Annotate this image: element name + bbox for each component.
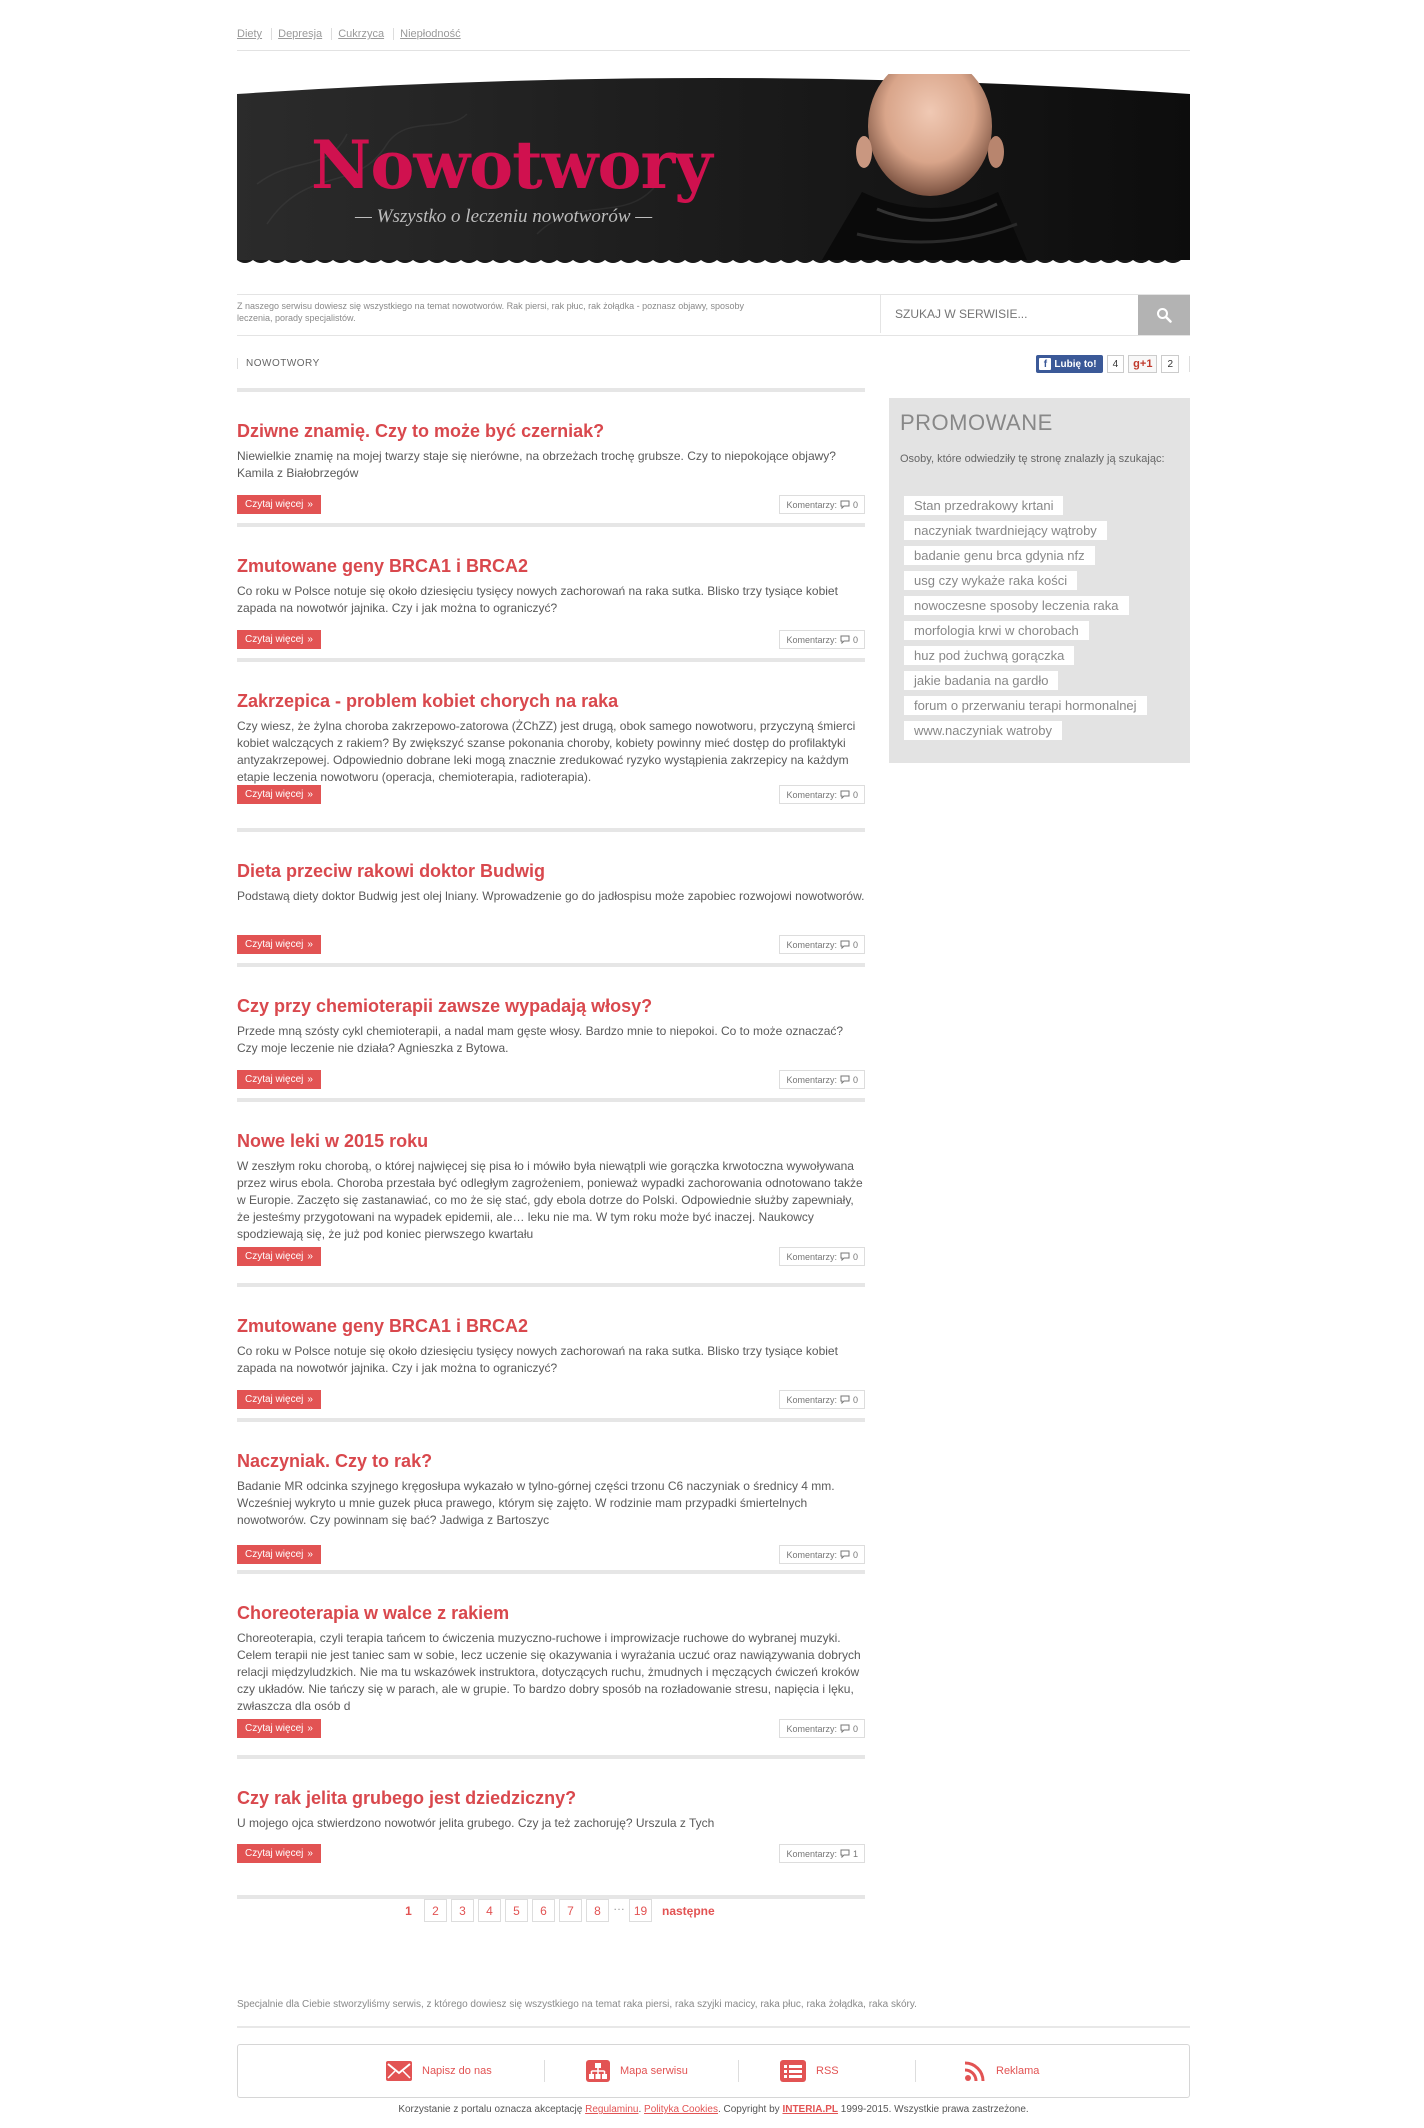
footer-contact-label: Napisz do nas — [422, 2065, 492, 2077]
article-title[interactable]: Czy rak jelita grubego jest dziedziczny? — [237, 1788, 577, 1808]
site-banner[interactable] — [237, 74, 1190, 270]
read-more-button[interactable] — [237, 1247, 321, 1266]
page-link[interactable]: 7 — [559, 1899, 582, 1922]
article-item — [237, 1418, 865, 1560]
article-excerpt: Choreoterapia, czyli terapia tańcem to ćwiczenia muzyczno-ruchowe i improwizacje ruchowe do wybranej muzyki. Celem terapii nie jest taniec sam w sobie, lecz uczenie się okazywania i wyrażania uczuć oraz nawiązywania dobrych relacji międzyludzkich. Nie ma tu wskazówek instruktora, dotyczących ruchu, żmudnych i męczących ćwiczeń kroków czy układów. Nie tańczy się w parach, ale w grupie. To bardzo dobry sposób na rozładowanie stresu, napięcia i lęku, zwłaszcza dla osób d — [237, 1631, 861, 1713]
article-title[interactable]: Choreoterapia w walce z rakiem — [237, 1603, 510, 1623]
google-plus-icon: g — [1133, 358, 1140, 370]
speech-bubble-icon — [840, 500, 850, 509]
comments-count[interactable] — [779, 1070, 865, 1089]
search-tag[interactable]: nowoczesne sposoby leczenia raka — [904, 596, 1129, 615]
envelope-icon — [386, 2061, 412, 2081]
promoted-sidebar — [889, 398, 1190, 763]
read-more-label: Czytaj więcej — [245, 1251, 304, 1262]
divider — [1189, 356, 1190, 372]
search-input[interactable] — [880, 295, 1135, 333]
google-plus-label: +1 — [1139, 358, 1153, 370]
read-more-button[interactable] — [237, 1844, 321, 1863]
comments-number: 0 — [852, 1723, 858, 1734]
page-link[interactable]: 3 — [451, 1899, 474, 1922]
social-buttons — [1036, 354, 1190, 374]
comments-count[interactable] — [779, 495, 865, 514]
facebook-like-count: 4 — [1107, 355, 1125, 373]
copyright-text: 1999-2015. Wszystkie prawa zastrzeżone. — [840, 2104, 1029, 2115]
double-chevron-icon: » — [307, 1251, 313, 1262]
read-more-button[interactable] — [237, 495, 321, 514]
article-title[interactable]: Nowe leki w 2015 roku — [237, 1131, 429, 1151]
copyright-text: Korzystanie z portalu oznacza akceptację — [398, 2104, 583, 2115]
comments-label: Komentarzy: — [786, 789, 837, 800]
banner-subtitle: — Wszystko o leczeniu nowotworów — — [355, 206, 653, 227]
speech-bubble-icon — [840, 1075, 850, 1084]
copyright-separator: . — [638, 2104, 642, 2115]
double-chevron-icon: » — [307, 499, 313, 510]
search-button[interactable] — [1138, 295, 1190, 335]
double-chevron-icon: » — [307, 1848, 313, 1859]
comments-label: Komentarzy: — [786, 499, 837, 510]
read-more-button[interactable] — [237, 630, 321, 649]
divider — [544, 2060, 545, 2082]
search-box — [880, 295, 1190, 335]
comments-count[interactable] — [779, 630, 865, 649]
footer-note: Specjalnie dla Ciebie stworzyliśmy serwis, z którego dowiesz się wszystkiego na temat raka piersi, raka szyjki macicy, raka płuc, raka żołądka, raka skóry. — [237, 1999, 1190, 2028]
article-title[interactable]: Zakrzepica - problem kobiet chorych na raka — [237, 691, 619, 711]
footer-rss-link[interactable] — [780, 2045, 839, 2097]
page-link[interactable]: 4 — [478, 1899, 501, 1922]
search-icon — [1156, 307, 1172, 323]
site-intro: Z naszego serwisu dowiesz się wszystkiego na temat nowotworów. Rak piersi, rak płuc, rak żołądka - poznasz objawy, sposoby leczenia, porady specjalistów. — [237, 301, 745, 323]
article-excerpt: Badanie MR odcinka szyjnego kręgosłupa wykazało w tylno-górnej części trzonu C6 naczyniak o średnicy 4 mm. Wcześniej wykryto u mnie guzek płuca prawego, którym się zajęto. W rodzinie mam przypadki śmiertelnych nowotworów. Czy powinnam się bać? Jadwiga z Bartoszyc — [237, 1479, 835, 1527]
search-tag[interactable]: naczyniak twardniejący wątroby — [904, 521, 1107, 540]
breadcrumb-bar — [237, 350, 1190, 380]
article-item — [237, 658, 865, 800]
read-more-label: Czytaj więcej — [245, 939, 304, 950]
article-excerpt: Co roku w Polsce notuje się około dziesięciu tysięcy nowych zachorowań na raka sutka. Blisko trzy tysiące kobiet zapada na nowotwór jajnika. Czy i jak można to ograniczyć? — [237, 1344, 838, 1375]
search-tag[interactable]: Stan przedrakowy krtani — [904, 496, 1063, 515]
speech-bubble-icon — [840, 1550, 850, 1559]
article-title[interactable]: Dziwne znamię. Czy to może być czerniak? — [237, 421, 605, 441]
speech-bubble-icon — [840, 1395, 850, 1404]
top-link-nieplodnosc[interactable]: Niepłodność — [393, 28, 467, 40]
list-icon — [780, 2060, 806, 2082]
search-tag[interactable]: usg czy wykaże raka kości — [904, 571, 1077, 590]
double-chevron-icon: » — [307, 1074, 313, 1085]
search-tag[interactable]: morfologia krwi w chorobach — [904, 621, 1089, 640]
article-item — [237, 1098, 865, 1262]
footer-rss-label: RSS — [816, 2065, 839, 2077]
read-more-label: Czytaj więcej — [245, 1074, 304, 1085]
comments-number: 0 — [852, 1549, 858, 1560]
rss-icon — [964, 2060, 986, 2082]
search-tag[interactable]: badanie genu brca gdynia nfz — [904, 546, 1095, 565]
facebook-like-button[interactable] — [1036, 355, 1102, 373]
article-item — [237, 388, 865, 510]
double-chevron-icon: » — [307, 1394, 313, 1405]
comments-label: Komentarzy: — [786, 1394, 837, 1405]
article-item — [237, 1755, 865, 1859]
page-link[interactable]: 5 — [505, 1899, 528, 1922]
speech-bubble-icon — [840, 1849, 850, 1858]
comments-label: Komentarzy: — [786, 1074, 837, 1085]
interia-link[interactable]: INTERIA.PL — [782, 2104, 839, 2115]
search-tag[interactable]: www.naczyniak watroby — [904, 721, 1062, 740]
article-title[interactable]: Czy przy chemioterapii zawsze wypadają włosy? — [237, 996, 653, 1016]
read-more-button[interactable] — [237, 935, 321, 954]
article-item — [237, 963, 865, 1085]
comments-label: Komentarzy: — [786, 939, 837, 950]
read-more-button[interactable] — [237, 1070, 321, 1089]
footer-contact-link[interactable] — [386, 2045, 492, 2097]
footer-ads-label: Reklama — [996, 2065, 1040, 2077]
sidebar-title: PROMOWANE — [900, 410, 1053, 435]
article-excerpt: U mojego ojca stwierdzono nowotwór jelita grubego. Czy ja też zachoruję? Urszula z Tych — [237, 1816, 715, 1830]
comments-count[interactable] — [779, 935, 865, 954]
comments-number: 0 — [852, 789, 858, 800]
comments-count[interactable] — [779, 1844, 865, 1863]
top-link-diety[interactable]: Diety — [237, 28, 263, 40]
article-title[interactable]: Naczyniak. Czy to rak? — [237, 1451, 433, 1471]
page-current: 1 — [405, 1903, 412, 1918]
double-chevron-icon: » — [307, 634, 313, 645]
google-plus-count: 2 — [1161, 355, 1179, 373]
comments-count[interactable] — [779, 1390, 865, 1409]
article-title[interactable]: Zmutowane geny BRCA1 i BRCA2 — [237, 556, 529, 576]
breadcrumb[interactable]: NOWOTWORY — [237, 358, 320, 369]
sitemap-icon — [586, 2060, 610, 2082]
next-page-link[interactable]: następne — [662, 1903, 715, 1918]
article-excerpt: Niewielkie znamię na mojej twarzy staje się nierówne, na obrzeżach trochę grubsze. Czy to niepokojące objawy? Kamila z Białobrzegów — [237, 449, 836, 480]
read-more-label: Czytaj więcej — [245, 1549, 304, 1560]
copyright — [237, 2104, 1190, 2115]
search-tag[interactable]: forum o przerwaniu terapi hormonalnej — [904, 696, 1147, 715]
double-chevron-icon: » — [307, 939, 313, 950]
banner-title: Nowotwory — [311, 126, 712, 204]
comments-count[interactable] — [779, 785, 865, 804]
page-link[interactable]: 2 — [424, 1899, 447, 1922]
read-more-label: Czytaj więcej — [245, 1848, 304, 1859]
footer-sitemap-link[interactable] — [586, 2045, 688, 2097]
comments-label: Komentarzy: — [786, 1723, 837, 1734]
double-chevron-icon: » — [307, 1723, 313, 1734]
speech-bubble-icon — [840, 635, 850, 644]
article-excerpt: Co roku w Polsce notuje się około dziesięciu tysięcy nowych zachorowań na raka sutka. Blisko trzy tysiące kobiet zapada na nowotwór jajnika. Czy i jak można to ograniczyć? — [237, 584, 838, 615]
cookies-policy-link[interactable]: Polityka Cookies — [644, 2104, 718, 2115]
read-more-button[interactable] — [237, 1545, 321, 1564]
page-link[interactable]: 8 — [586, 1899, 609, 1922]
facebook-like-label: Lubię to! — [1054, 358, 1097, 370]
comments-count[interactable] — [779, 1545, 865, 1564]
page-link[interactable]: 6 — [532, 1899, 555, 1922]
page-link-last[interactable]: 19 — [629, 1899, 652, 1922]
page-ellipsis: … — [613, 1899, 625, 1913]
divider — [738, 2060, 739, 2082]
comments-count[interactable] — [779, 1719, 865, 1738]
comments-number: 0 — [852, 1394, 858, 1405]
article-item — [237, 1570, 865, 1734]
read-more-label: Czytaj więcej — [245, 499, 304, 510]
read-more-button[interactable] — [237, 1719, 321, 1738]
divider — [915, 2060, 916, 2082]
read-more-label: Czytaj więcej — [245, 1394, 304, 1405]
article-item — [237, 828, 865, 950]
double-chevron-icon: » — [307, 1549, 313, 1560]
footer-links-bar — [237, 2044, 1190, 2098]
article-item — [237, 523, 865, 645]
footer-ads-link[interactable] — [964, 2045, 1039, 2097]
comments-label: Komentarzy: — [786, 634, 837, 645]
top-nav — [237, 28, 1190, 51]
comments-number: 0 — [852, 499, 858, 510]
intro-search-bar — [237, 294, 1190, 336]
top-link-depresja[interactable]: Depresja — [271, 28, 328, 40]
comments-label: Komentarzy: — [786, 1848, 837, 1859]
article-excerpt: W zeszłym roku chorobą, o której najwięcej się pisa ło i mówiło była niewątpli wie gorączka krwotoczna wywoływana przez wirus ebola. Choroba przestała być odległym zagrożeniem, ponieważ wypadki zachorowania odnotowano także w Europie. Zaczęto się zastanawiać, co mo że się stać, gdy ebola dotrze do Polski. Odpowiednie służby zapewniały, że jesteśmy przygotowani na wypadek epidemii, ale… leku nie ma. W tym roku może być inaczej. Naukowcy spodziewają się, że już pod koniec pierwszego kwartału — [237, 1159, 863, 1241]
pagination — [397, 1899, 715, 1922]
speech-bubble-icon — [840, 1252, 850, 1261]
read-more-label: Czytaj więcej — [245, 1723, 304, 1734]
read-more-button[interactable] — [237, 1390, 321, 1409]
article-excerpt: Podstawą diety doktor Budwig jest olej lniany. Wprowadzenie go do jadłospisu może zapobiec rozwojowi nowotworów. — [237, 889, 865, 903]
sidebar-intro: Osoby, które odwiedziły tę stronę znalazły ją szukając: — [900, 453, 1165, 465]
speech-bubble-icon — [840, 790, 850, 799]
read-more-label: Czytaj więcej — [245, 789, 304, 800]
comments-count[interactable] — [779, 1247, 865, 1266]
article-title[interactable]: Dieta przeciw rakowi doktor Budwig — [237, 861, 546, 881]
speech-bubble-icon — [840, 940, 850, 949]
comments-number: 0 — [852, 634, 858, 645]
article-title[interactable]: Zmutowane geny BRCA1 i BRCA2 — [237, 1316, 529, 1336]
read-more-label: Czytaj więcej — [245, 634, 304, 645]
article-excerpt: Przede mną szósty cykl chemioterapii, a nadal mam gęste włosy. Bardzo mnie to niepokoi. Co to może oznaczać? Czy moje leczenie nie działa? Agnieszka z Bytowa. — [237, 1024, 844, 1055]
search-tag[interactable]: jakie badania na gardło — [904, 671, 1058, 690]
article-item — [237, 1283, 865, 1405]
read-more-button[interactable] — [237, 785, 321, 804]
comments-label: Komentarzy: — [786, 1251, 837, 1262]
article-excerpt: Czy wiesz, że żylna choroba zakrzepowo-zatorowa (ŻChZZ) jest drugą, obok samego nowotworu, przyczyną śmierci kobiet walczących z rakiem? By zwiększyć szanse pokonania choroby, kobiety powinny mieć dostęp do profilaktyki antyzakrzepowej. Odpowiednio dobrane leki mogą znacznie zredukować ryzyko wystąpienia zakrzepicy na każdym etapie leczenia nowotworu (operacja, chemioterapia, radioterapia). — [237, 719, 856, 784]
speech-bubble-icon — [840, 1724, 850, 1733]
double-chevron-icon: » — [307, 789, 313, 800]
comments-number: 0 — [852, 939, 858, 950]
comments-label: Komentarzy: — [786, 1549, 837, 1560]
search-tag[interactable]: huz pod żuchwą gorączka — [904, 646, 1074, 665]
terms-link[interactable]: Regulaminu — [585, 2104, 639, 2115]
top-link-cukrzyca[interactable]: Cukrzyca — [331, 28, 390, 40]
footer-sitemap-label: Mapa serwisu — [620, 2065, 688, 2077]
copyright-text: . Copyright by — [717, 2104, 780, 2115]
facebook-icon: f — [1039, 358, 1051, 370]
google-plus-button[interactable] — [1128, 355, 1157, 373]
comments-number: 0 — [852, 1074, 858, 1085]
comments-number: 0 — [852, 1251, 858, 1262]
comments-number: 1 — [852, 1848, 858, 1859]
